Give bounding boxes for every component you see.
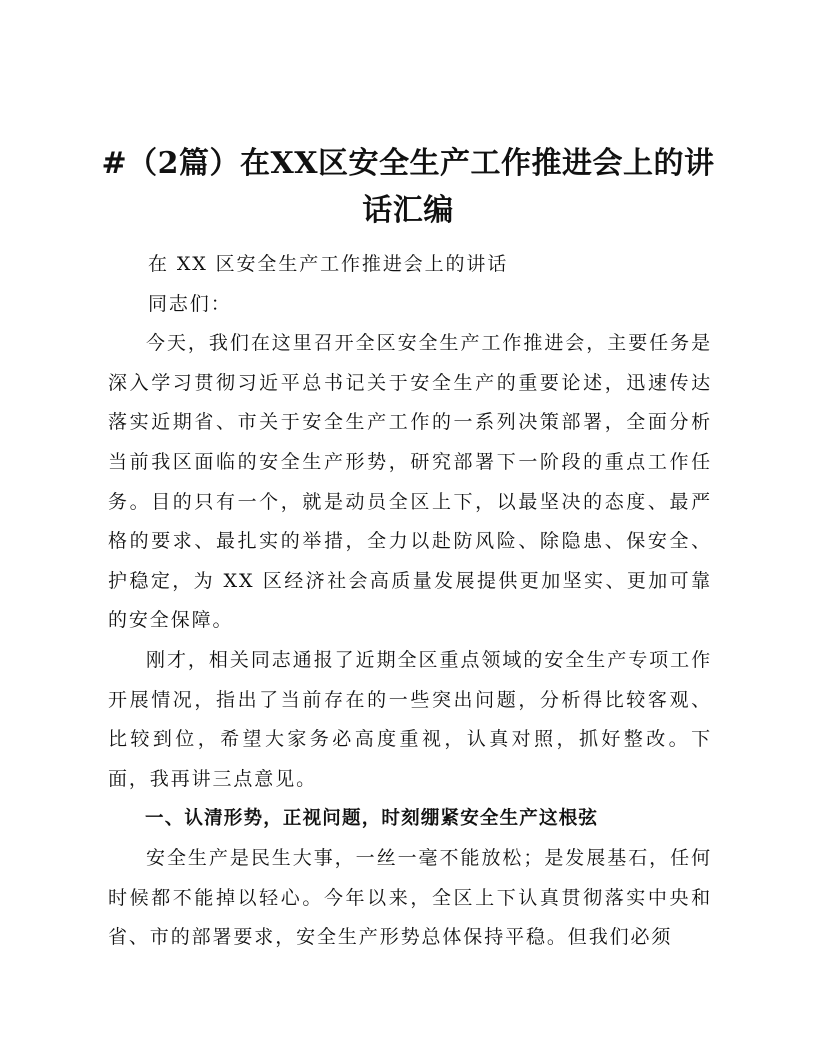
salutation: 同志们： [148, 292, 232, 315]
section-heading: 一、认清形势，正视问题，时刻绷紧安全生产这根弦 [145, 808, 599, 830]
body-paragraph: 今天，我们在这里召开全区安全生产工作推进会，主要任务是深入学习贯彻习近平总书记关于安全生产的重要论述，迅速传达落实近期省、市关于安全生产工作的一系列决策部署，全面分析当前我区面临的安全生产形势，研究部署下一阶段的重点工作任务。目的只有一个，就是动员全区上下，以最坚决的态度、最严格的要求、最扎实的举措，全力以赴防风险、除隐患、保安全、护稳定，为 XX 区经济社会高质量发展提供更加坚实、更加可靠的安全保障。 [108, 332, 712, 632]
document-body [108, 245, 712, 958]
speech-subtitle: 在 XX 区安全生产工作推进会上的讲话 [148, 253, 509, 275]
body-paragraph: 安全生产是民生大事，一丝一毫不能放松；是发展基石，任何时候都不能掉以轻心。今年以来，全区上下认真贯彻落实中央和省、市的部署要求，安全生产形势总体保持平稳。但我们必须 [108, 846, 712, 949]
document-title: #（2篇）在XX区安全生产工作推进会上的讲话汇编 [101, 146, 715, 228]
body-paragraph: 刚才，相关同志通报了近期全区重点领域的安全生产专项工作开展情况，指出了当前存在的一些突出问题，分析得比较客观、比较到位，希望大家务必高度重视，认真对照，抓好整改。下面，我再讲三点意见。 [108, 648, 712, 790]
